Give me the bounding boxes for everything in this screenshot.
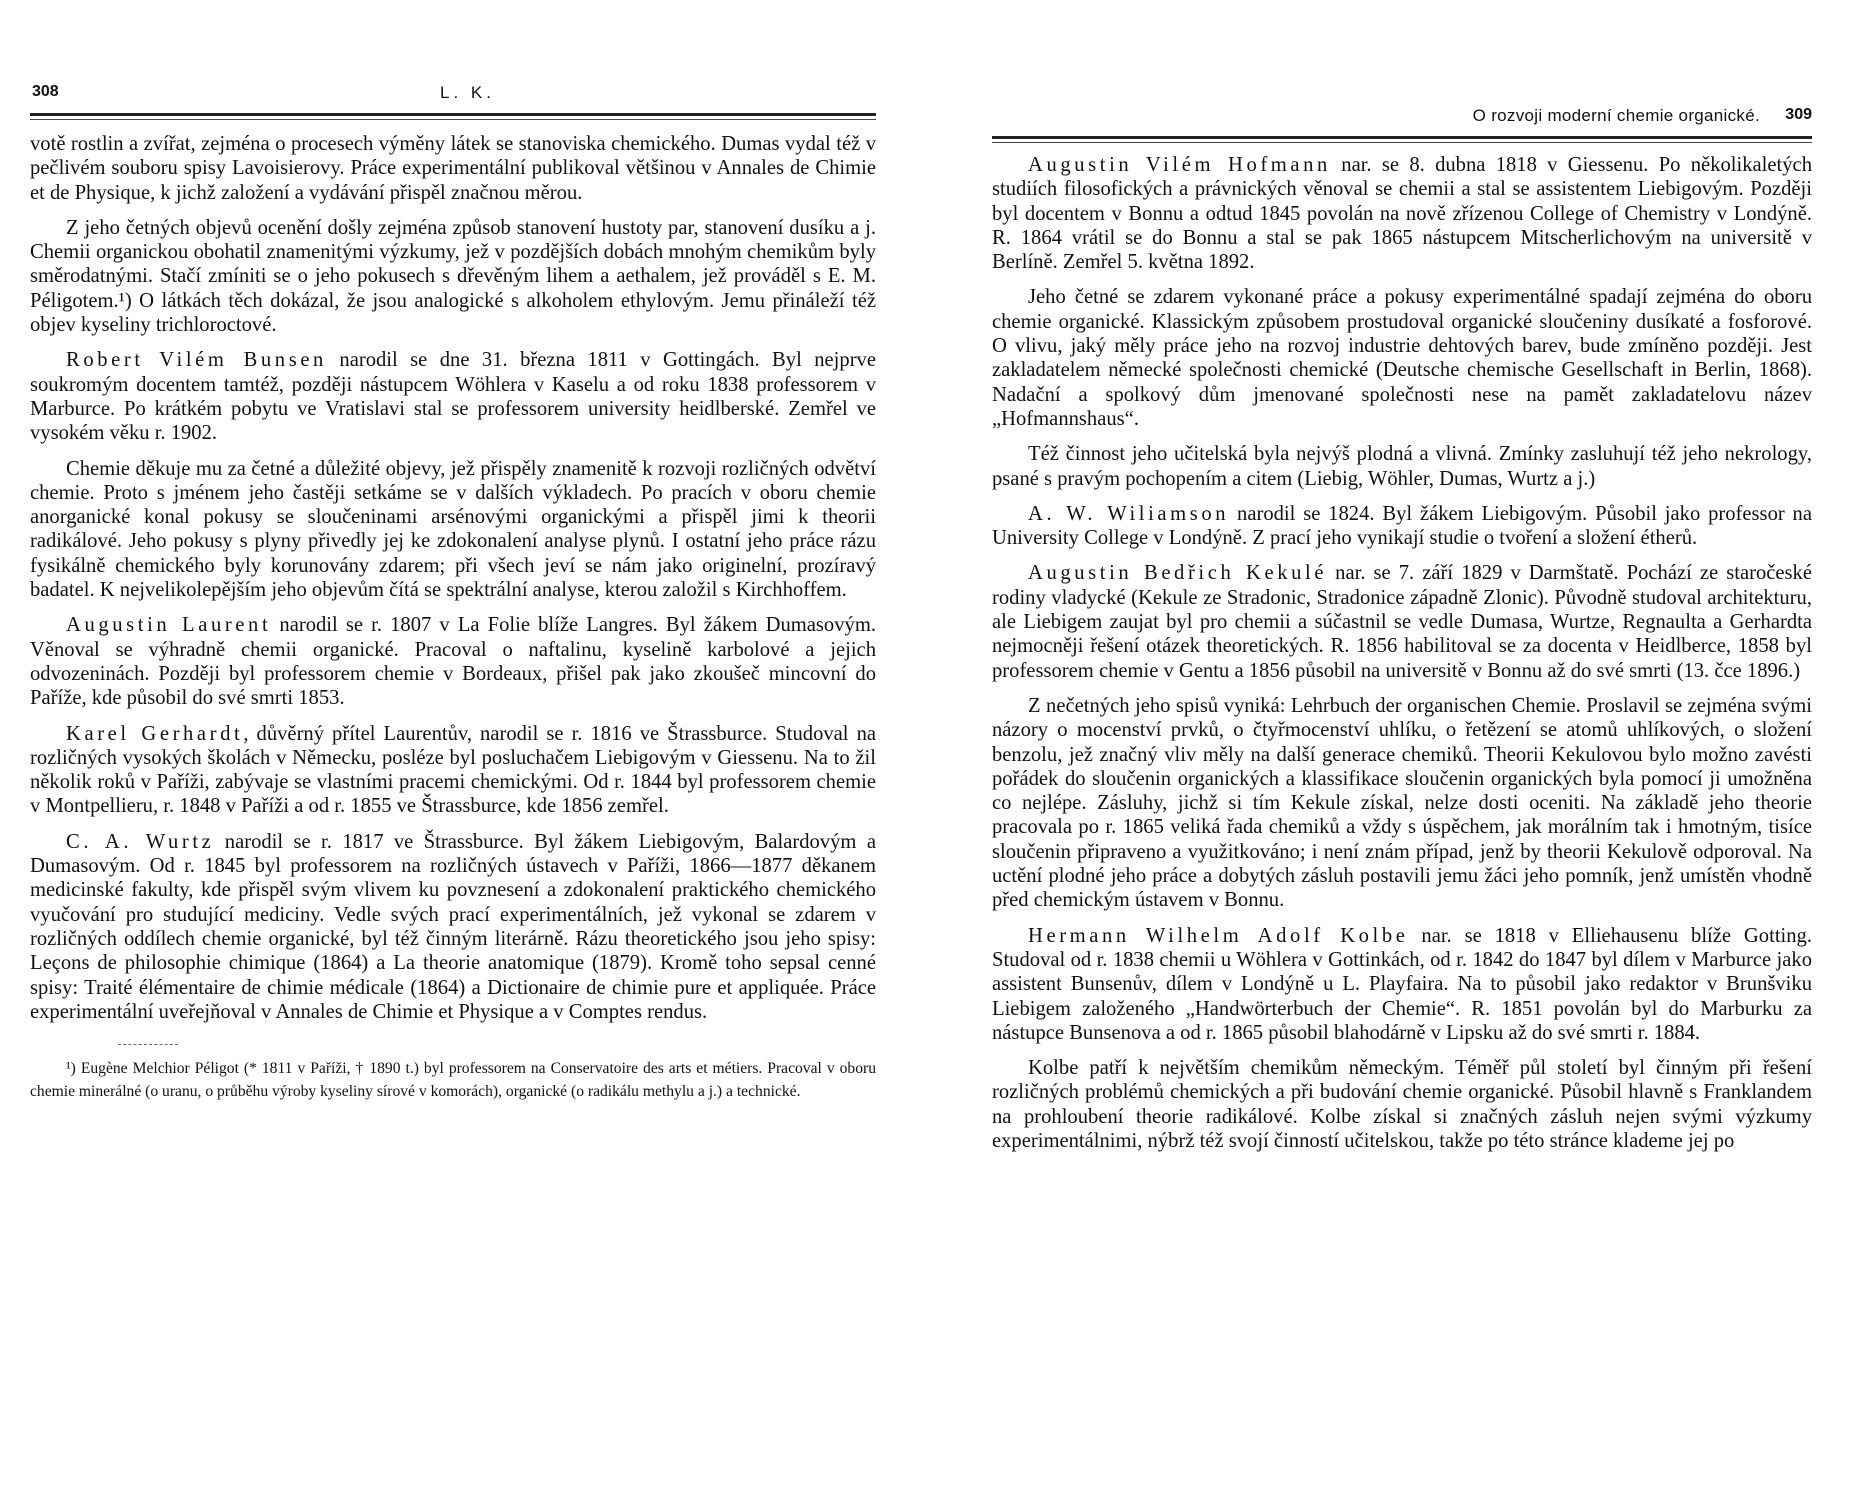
paragraph [30, 457, 876, 603]
paragraph-text: narodil se 1824. Byl žákem Liebigovým. Působil jako professor na University College v Londýně. Z prací jeho vynikají studie o tvoření a složení étherů. [992, 502, 1812, 550]
paragraph-text: Z jeho četných objevů ocenění došly zejména způsob stanovení hustoty par, stanovení dusíku a j. Chemii organickou obohatil znamenitými výzkumy, jež v pozdějších dobách mnohým chemikům byly směrodatnými. Stačí zmíniti se o jeho pokusech s dřevěným lihem a aethalem, jež prováděl s E. M. Péligotem.¹) O látkách těch dokázal, že jsou analogické s alkoholem ethylovým. Jemu přináleží též objev kyseliny trichloroctové. [30, 216, 876, 337]
header-rule [992, 136, 1812, 139]
paragraph [992, 694, 1812, 913]
paragraph-text: narodil se dne 31. března 1811 v Gottingách. Byl nejprve soukromým docentem tamtéž, později nástupcem Wöhlera v Kaselu a od roku 1838 professorem v Marburce. Po krátkém pobytu ve Vratislavi stal se professorem university heidlberské. Zemřel ve vysokém věku r. 1902. [30, 349, 876, 445]
paragraph [992, 502, 1812, 551]
text-column [30, 132, 876, 1103]
running-title: L. K. [440, 83, 495, 102]
paragraph-text: Chemie děkuje mu za četné a důležité objevy, jež přispěly znamenitě k rozvoji rozličných odvětví chemie. Proto s jménem jeho častěji setkáme se v dalších výkladech. Po pracích v oboru chemie anorganické konal pokusy se sloučeninami arsénovými organickými a přispěl jimi k theorii radikálové. Jeho pokusy s plyny přivedly jej ke zdokonalení analyse plynů. I ostatní jeho práce rázu fysikálně chemického byly korunovány zdarem; při všech jeví se nám jako originelní, prozíravý badatel. K nejvelikolepějším jeho objevům čítá se spektrální analyse, kterou založil s Kirchhoffem. [30, 457, 876, 602]
paragraph-text: Z nečetných jeho spisů vyniká: Lehrbuch der organischen Chemie. Proslavil se zejména svými názory o mocenství prvků, o čtyřmocenství uhlíku, o řetězení se atomů uhlíkových, o složení benzolu, jež značný vliv měly na další generace chemiků. Theorii Kekulovou bylo možno zavésti pořádek do sloučenin organických a klassifikace sloučenin organických byla pomocí ji umožněna co nejlépe. Zásluhy, jichž si tím Kekule získal, nelze dosti oceniti. Na základě jeho theorie pracovala po r. 1865 veliká řada chemiků a vždy s úspěchem, jak morálním tak i hmotným, tisíce sloučenin připraveno a využitkováno; i není znám případ, jenž by theorii Kekulově odporoval. Na uctění plodné jeho práce a dobytých zásluh postavili jemu žáci jeho pomník, jenž umístěn vhodně před chemickým ústavem v Bonnu. [992, 694, 1812, 912]
paragraph [30, 216, 876, 337]
paragraph [30, 830, 876, 1024]
person-name: Augustin Bedřich Kekulé [1028, 562, 1328, 585]
paragraph-text: narodil se r. 1817 ve Štrassburce. Byl žákem Liebigovým, Balardovým a Dumasovým. Od r. 1845 byl professorem na rozličných ústavech v Paříži, 1866—1877 děkanem medicinské fakulty, kde přispěl svým vlivem ku povznesení a zdokonalení praktického chemického vyučování pro studující mediciny. Vedle svých prací experimentálních, jež vykonal se zdarem v rozličných oddílech chemie organické, byl též činným literárně. Rázu theoretického jsou jeho spisy: Leçons de philosophie chimique (1864) a La theorie anatomique (1879). Kromě toho sepsal cenné spisy: Traité élémentaire de chimie médicale (1864) a Dictionaire de chimie pure et appliquée. Práce experimentální uveřejňoval v Annales de Chimie et Physique a v Comptes rendus. [30, 830, 876, 1023]
header-rule-thin [992, 142, 1812, 143]
paragraph [992, 924, 1812, 1045]
paragraph-text: Jeho četné se zdarem vykonané práce a pokusy experimentálné spadají zejména do oboru chemie organické. Klassickým způsobem prostudoval organické sloučeniny dusíkaté a fosforové. O vlivu, jaký měly práce jeho na rozvoj industrie dehtových barev, bude zmíněno později. Jest zakladatelem německé společnosti chemické (Deutsche chemische Gesellschaft in Berlin, 1868). Nadační a spolkový dům jmenované společnosti nese na pamět zakladatelovu název „Hofmannshaus“. [992, 286, 1812, 430]
paragraph [30, 348, 876, 445]
paragraph [992, 442, 1812, 491]
person-name: C. A. Wurtz [66, 830, 215, 853]
paragraph-text: nar. se 1818 v Elliehausenu blíže Gotting. Studoval od r. 1838 chemii u Wöhlera v Gottinkách, od r. 1842 do 1847 byl dílem v Marburce jako assistent Bunsenův, dílem v Londýně u L. Playfaira. Na to působil jako redaktor v Brunšviku Liebigem založeného „Handwörterbuch der Chemie“. R. 1851 povolán byl do Marburku za nástupce Bunsenova a od r. 1865 působil blahodárně v Lipsku až do své smrti r. 1884. [992, 924, 1813, 1044]
paragraph [30, 613, 876, 710]
paragraph-text: Též činnost jeho učitelská byla nejvýš plodná a vlivná. Zmínky zasluhují též jeho nekrology, psané s pravým pochopením a citem (Liebig, Wöhler, Dumas, Wurtz a j.) [992, 443, 1812, 490]
paragraph [992, 153, 1812, 274]
paragraph-text: nar. se 8. dubna 1818 v Giessenu. Po několikaletých studiích filosofických a právnických věnoval se chemii a stal se assistentem Liebigovým. Později byl docentem v Bonnu a odtud 1845 povolán na nově zřízenou College of Chemistry v Londýně. R. 1864 vrátil se do Bonnu a stal se pak 1865 nástupcem Mitscherlichovým na universitě v Berlíně. Zemřel 5. května 1892. [992, 154, 1812, 274]
footnote-rule [118, 1044, 178, 1045]
paragraph-text: narodil se r. 1807 v La Folie blíže Langres. Byl žákem Dumasovým. Věnoval se výhradně chemii organické. Pracoval o naftalinu, kyselině karbolové a jejich odvozeninách. Později byl professorem chemie v Bordeaux, přišel pak jako zkoušeč mincovní do Paříže, kde působil do své smrti 1853. [30, 614, 876, 710]
paragraph [30, 132, 876, 205]
running-title: O rozvoji moderní chemie organické. [1472, 106, 1760, 125]
paragraph [30, 722, 876, 819]
person-name: A. W. Wiliamson [1028, 502, 1230, 525]
person-name: Augustin Laurent [66, 614, 272, 637]
page-number: 308 [32, 83, 59, 100]
header-rule [30, 113, 876, 116]
paragraph [992, 285, 1812, 431]
person-name: Hermann Wilhelm Adolf Kolbe [1028, 924, 1409, 947]
running-head [30, 83, 876, 113]
person-name: Robert Vilém Bunsen [66, 349, 327, 372]
running-head [992, 106, 1812, 136]
paragraph-text: votě rostlin a zvířat, zejména o procesech výměny látek se stanoviska chemického. Dumas vydal též v pečlivém souboru spisy Lavoisierovy. Práce experimentální publikoval většinou v Annales de Chimie et de Physique, k jichž založení a vydávání přispěl značnou měrou. [30, 133, 876, 204]
footnote: ¹) Eugène Melchior Péligot (* 1811 v Paříži, † 1890 t.) byl professorem na Conservatoire des arts et métiers. Pracoval v oboru chemie minerálné (o uranu, o průběhu výroby kyseliny sírové v komorách), organické (o radikálu methylu a j.) a technické. [30, 1060, 876, 1101]
right-page [992, 0, 1812, 1164]
person-name: Karel Gerhardt [66, 722, 244, 745]
paragraph [992, 1056, 1812, 1153]
paragraph-text: nar. se 7. září 1829 v Darmštatě. Pochází ze staročeské rodiny vladycké (Kekule ze Stradonic, Stradonice západně Zlonic). Původně studoval architekturu, ale Liebigem zaujat byl pro chemii a súčastnil se vedle Dumasa, Wurtze, Regnaulta a Gerhardta nejmocněji řešení otázek theoretických. R. 1856 habilitoval se za docenta v Heidlberce, 1858 byl professorem chemie v Gentu a 1856 působil na universitě v Bonnu až do své smrti (13. čce 1896.) [992, 562, 1812, 682]
header-rule-thin [30, 119, 876, 120]
paragraph [992, 561, 1812, 682]
person-name: Augustin Vilém Hofmann [1028, 154, 1331, 176]
page-number: 309 [1785, 106, 1812, 123]
left-page [30, 0, 876, 1103]
paragraph-text: Kolbe patří k největším chemikům německým. Téměř půl století byl činným při řešení rozličných problémů chemických a při budování chemie organické. Působil hlavně s Franklandem na prohloubení theorie radikálové. Kolbe získal si značných zásluh nejen svými výzkumy experimentálnimi, nýbrž též svojí činností učitelskou, takže po této stránce klademe jej po [992, 1057, 1812, 1152]
text-column [992, 153, 1812, 1153]
paragraph-text: , důvěrný přítel Laurentův, narodil se r. 1816 ve Štrassburce. Studoval na rozličných vysokých školách v Německu, posléze byl posluchačem Liebigovým v Giessenu. Na to žil několik roků v Paříži, zabývaje se vlastními pracemi chemickými. Od r. 1844 byl professorem chemie v Montpellieru, r. 1848 v Paříži a od r. 1855 ve Štrassburce, kde 1856 zemřel. [30, 722, 877, 818]
